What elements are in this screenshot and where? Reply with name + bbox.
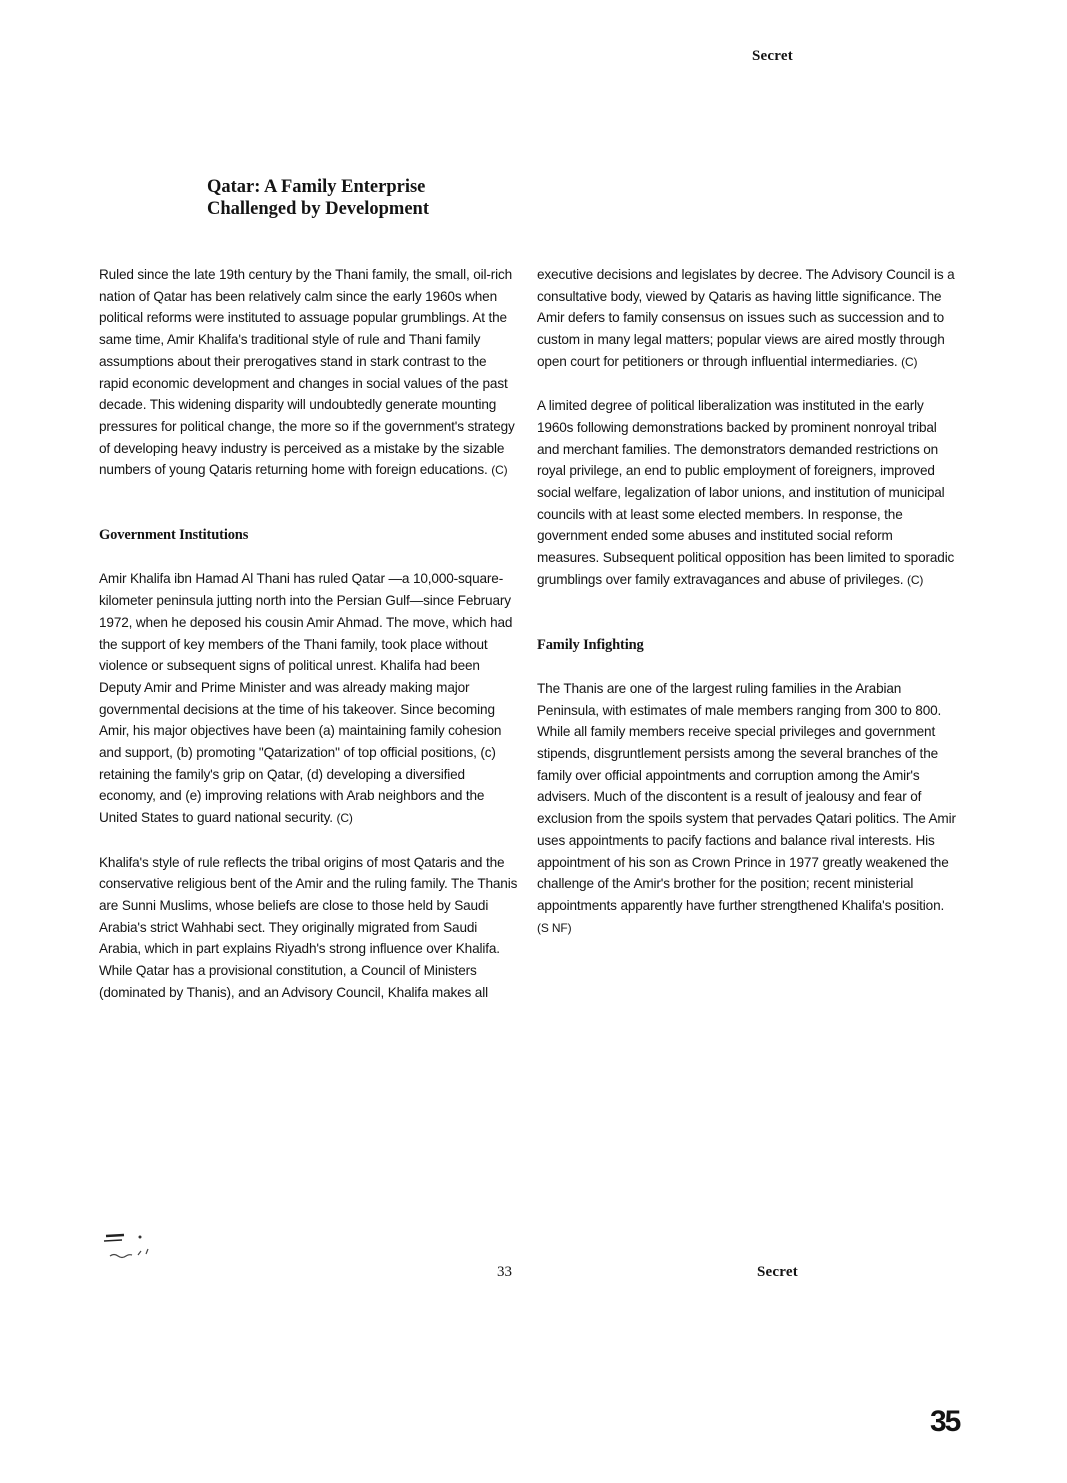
- footer-classification: Secret: [757, 1264, 798, 1280]
- rule-style-paragraph: Khalifa's style of rule reflects the tribal origins of most Qataris and the conservative religious bent of the Amir and the ruling family. The Thanis are Sunni Muslims, whose beliefs are close to those held by Saudi Arabia's strict Wahhabi sect. They originally migrated from Saudi Arabia, which in part explains Riyadh's strong influence over Khalifa. While Qatar has a provisional constitution, a Council of Ministers (dominated by Thanis), and an Advisory Council, Khalifa makes all: [99, 854, 518, 1000]
- classification-mark: (C): [901, 354, 918, 369]
- government-paragraph: [99, 568, 519, 829]
- left-column: [99, 264, 519, 1003]
- right-column: [537, 264, 957, 939]
- section-heading-government: Government Institutions: [99, 527, 249, 544]
- classification-mark: (C): [336, 811, 353, 826]
- title-line-2: Challenged by Development: [207, 199, 429, 219]
- folio-number: 35: [930, 1405, 960, 1438]
- executive-text: executive decisions and legislates by decree. The Advisory Council is a consultative body, viewed by Qataris as having little significance. The Amir defers to family consensus on issues such as succession and to custom in many legal matters; popular views are aired mostly through open court for petitioners or through influential intermediaries.: [537, 267, 955, 369]
- article-title: [207, 176, 527, 220]
- handwritten-mark-icon: [102, 1228, 162, 1262]
- liberalization-paragraph: [537, 395, 957, 591]
- intro-paragraph: [99, 264, 519, 482]
- classification-mark: (C): [907, 572, 924, 587]
- infighting-paragraph: [537, 678, 957, 939]
- header-classification: Secret: [752, 48, 793, 64]
- classification-mark: (C): [491, 463, 508, 478]
- page-number: 33: [497, 1264, 512, 1280]
- executive-paragraph: [537, 264, 957, 374]
- classification-mark: (S NF): [537, 920, 572, 935]
- section-heading-family: Family Infighting: [537, 636, 644, 653]
- intro-text: Ruled since the late 19th century by the Thani family, the small, oil-rich nation of Qatar has been relatively calm since the early 1960s when political reforms were instituted to assuage popular grumblings. At the same time, Amir Khalifa's traditional style of rule and Thani family assumptions about their prerogatives stand in stark contrast to the rapid economic development and changes in social values of the past decade. This widening disparity will undoubtedly generate mounting pressures for political change, the more so if the government's strategy of developing heavy industry is perceived as a mistake by the sizable numbers of young Qataris returning home with foreign educations.: [99, 267, 515, 478]
- title-line-1: Qatar: A Family Enterprise: [207, 177, 426, 197]
- liberalization-text: A limited degree of political liberalization was instituted in the early 1960s following demonstrations backed by prominent nonroyal tribal and merchant families. The demonstrators demanded restrictions on royal privilege, an end to public employment of foreigners, improved social welfare, legalization of labor unions, and institution of municipal councils with at least some elected members. In response, the government ended some abuses and instituted social reform measures. Subsequent political opposition has been limited to sporadic grumblings over family extravagances and abuse of privileges.: [537, 398, 955, 587]
- government-text: Amir Khalifa ibn Hamad Al Thani has ruled Qatar —a 10,000-square-kilometer peninsula jutting north into the Persian Gulf—since February 1972, when he deposed his cousin Amir Ahmad. The move, which had the support of key members of the Thani family, took place without violence or subsequent signs of political unrest. Khalifa had been Deputy Amir and Prime Minister and was already making major governmental decisions at the time of his takeover. Since becoming Amir, his major objectives have been (a) maintaining family cohesion and support, (b) promoting "Qatarization" of top official positions, (c) retaining the family's grip on Qatar, (d) developing a diversified economy, and (e) improving relations with Arab neighbors and the United States to guard national security.: [99, 571, 513, 826]
- infighting-text: The Thanis are one of the largest ruling families in the Arabian Peninsula, with estimates of male members ranging from 300 to 800. While all family members receive special privileges and government stipends, disgruntlement persists among the several branches of the family over official appointments and corruption among the Amir's advisers. Much of the discontent is a result of jealousy and fear of exclusion from the spoils system that pervades Qatari politics. The Amir uses appointments to pacify factions and balance rival interests. His appointment of his son as Crown Prince in 1977 greatly weakened the challenge of the Amir's brother for the position; recent ministerial appointments apparently have further strengthened Khalifa's position.: [537, 680, 956, 913]
